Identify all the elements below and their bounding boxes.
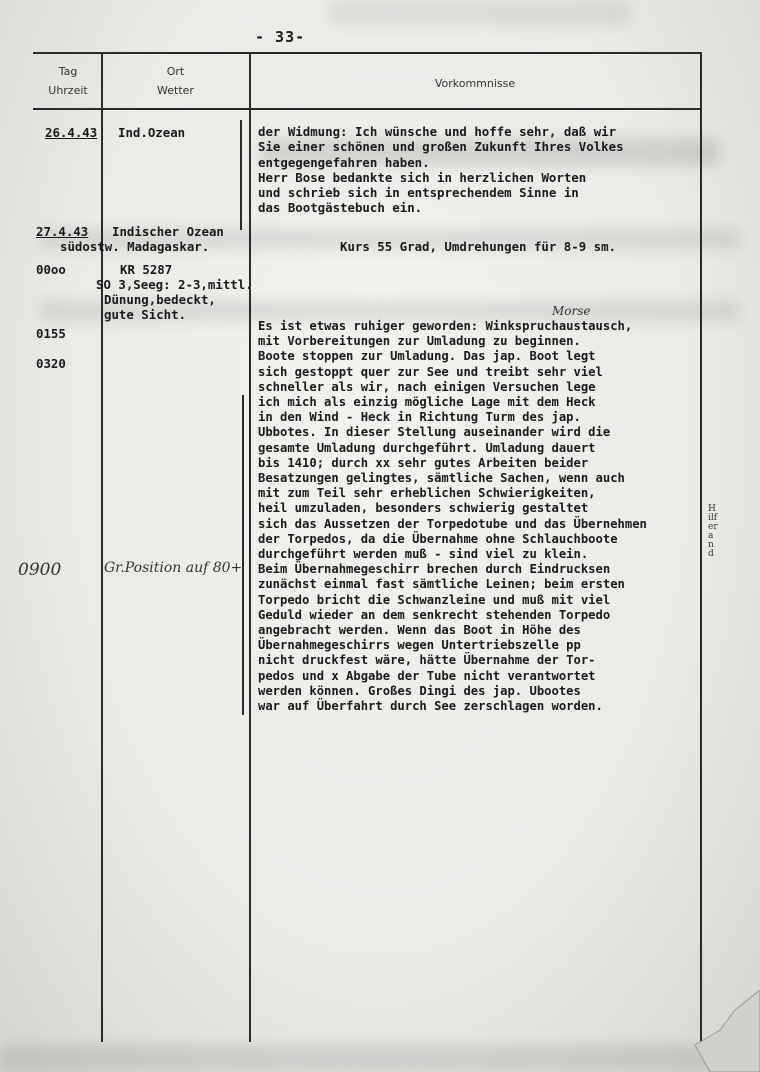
entry-date: 27.4.43 [36, 224, 89, 239]
text-line: durchgeführt werden muß - sind viel zu klein. [258, 547, 589, 562]
text-line: Besatzungen gelingtes, sämtliche Sachen, wenn auch [258, 471, 625, 486]
text-line: Herr Bose bedankte sich in herzlichen Worten [258, 169, 587, 185]
header-events: Vorkommnisse [434, 77, 516, 90]
text-line: Ubbotes. In dieser Stellung auseinander wird die [258, 425, 611, 440]
text-line: Boote stoppen zur Umladung. Das jap. Boot legt [258, 349, 596, 364]
text-line: Es ist etwas ruhiger geworden: Winkspruchaustausch, [258, 319, 633, 333]
text-line: sich gestoppt quer zur See und treibt sehr viel [258, 364, 603, 379]
weather-line: Dünung,bedeckt, [104, 292, 216, 307]
weather-line: SO 3,Seeg: 2-3,mittl. [96, 277, 253, 292]
text-line: sich das Aussetzen der Torpedotube und das Übernehmen [258, 516, 647, 531]
text-line: schneller als wir, nach einigen Versuchen lege [258, 379, 596, 394]
text-line: Sie einer schönen und großen Zukunft Ihres Volkes [258, 139, 624, 155]
header-date-time: Tag Uhrzeit [48, 65, 88, 97]
text-line: gesamte Umladung durchgeführt. Umladung dauert [258, 440, 596, 455]
handwritten-insert: Morse [552, 304, 591, 318]
stray-vertical-mark [242, 395, 244, 715]
log-text [258, 319, 738, 714]
text-line: mit Vorbereitungen zur Umladung zu beginnen. [258, 334, 581, 349]
column-divider-2 [249, 52, 251, 1042]
header-bottom-rule [33, 108, 700, 110]
entry-time: 0320 [36, 356, 66, 371]
text-line: werden können. Großes Dingi des jap. Ubootes [258, 683, 581, 698]
smudge [0, 1045, 760, 1072]
text-line: nicht druckfest wäre, hätte Übernahme der Tor- [258, 653, 596, 668]
text-line: war auf Überfahrt durch See zerschlagen worden. [258, 699, 603, 714]
text-line: der Widmung: Ich wünsche und hoffe sehr, daß wir [258, 124, 617, 139]
text-line: in den Wind - Heck in Richtung Turm des jap. [258, 410, 581, 425]
entry-date: 26.4.43 [45, 125, 98, 140]
smudge [330, 0, 630, 26]
text-line: zunächst einmal fast sämtliche Leinen; beim ersten [258, 577, 625, 592]
handwritten-position: Gr.Position auf 80+ [104, 560, 243, 576]
torn-corner-icon [690, 990, 760, 1072]
text-line: mit zum Teil sehr erheblichen Schwierigkeiten, [258, 486, 596, 501]
page-number: - 33- [255, 28, 306, 46]
text-line: heil umzuladen, besonders schwierig gestaltet [258, 501, 589, 516]
text-line: der Torpedos, da die Übernahme ohne Schlauchboote [258, 531, 618, 546]
text-line: Beim Übernahmegeschirr brechen durch Eindrucksen [258, 562, 611, 577]
entry-time: 0155 [36, 326, 66, 341]
text-line: entgegengefahren haben. [258, 154, 430, 170]
entry-place: südostw. Madagaskar. [60, 239, 210, 254]
course-text: Kurs 55 Grad, Umdrehungen für 8-9 sm. [340, 239, 617, 254]
text-line: Torpedo bricht die Schwanzleine und muß mit viel [258, 592, 611, 607]
entry-place: Ind.Ozean [118, 125, 186, 140]
handwritten-time: 0900 [18, 560, 62, 580]
entry-time: 00oo [36, 262, 66, 277]
text-line: und schrieb sich in entsprechendem Sinne in [258, 185, 579, 201]
header-place-weather: Ort Wetter [157, 65, 194, 97]
entry-place: Indischer Ozean [112, 224, 224, 239]
text-line: ich mich als einzig mögliche Lage mit dem Heck [258, 395, 596, 410]
text-line: das Bootgästebuch ein. [258, 200, 423, 216]
table-top-rule [33, 52, 700, 54]
weather-line: gute Sicht. [104, 307, 187, 322]
text-line: bis 1410; durch xx sehr gutes Arbeiten beider [258, 455, 589, 470]
column-divider-1 [101, 52, 103, 1042]
text-line: Geduld wieder an dem senkrecht stehenden Torpedo [258, 607, 611, 622]
text-line: angebracht werden. Wenn das Boot in Höhe des [258, 623, 581, 638]
weather-line: KR 5287 [120, 262, 173, 277]
text-line: pedos und x Abgabe der Tube nicht verantwortet [258, 668, 596, 683]
text-line: Übernahmegeschirrs wegen Untertriebszelle pp [258, 638, 581, 653]
entry1-text [258, 124, 728, 216]
stray-vertical-mark [240, 120, 242, 230]
margin-note: Hilferand [708, 504, 718, 559]
